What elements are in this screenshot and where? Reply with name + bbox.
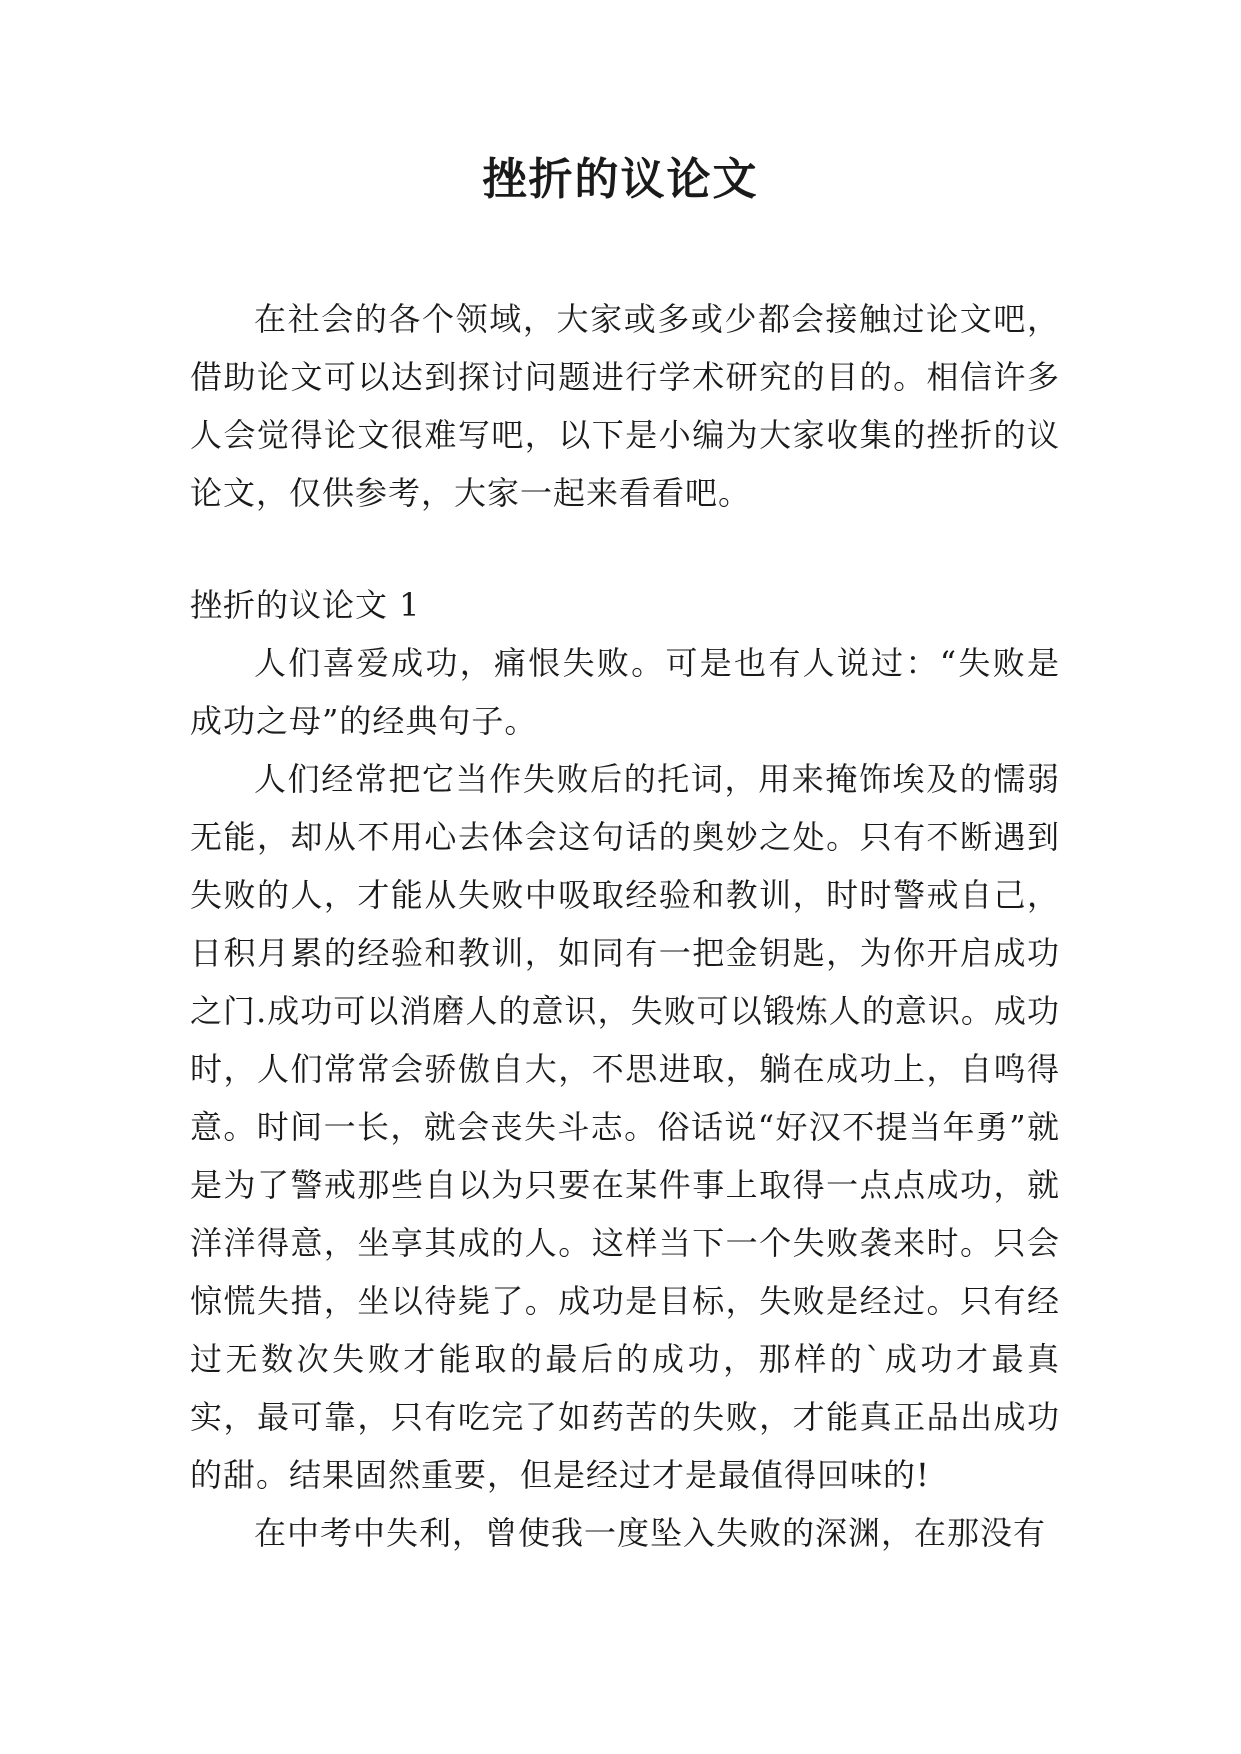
essay-paragraph: 人们经常把它当作失败后的托词，用来掩饰埃及的懦弱无能，却从不用心去体会这句话的奥妙之处。只有不断遇到失败的人，才能从失败中吸取经验和教训，时时警戒自己，日积月累的经验和教训，如同有一把金钥匙，为你开启成功之门.成功可以消磨人的意识，失败可以锻炼人的意识。成功时，人们常常会骄傲自大，不思进取，躺在成功上，自鸣得意。时间一长，就会丧失斗志。俗话说“好汉不提当年勇”就是为了警戒那些自以为只要在某件事上取得一点点成功，就洋洋得意，坐享其成的人。这样当下一个失败袭来时。只会惊慌失措，坐以待毙了。成功是目标，失败是经过。只有经过无数次失败才能取的最后的成功，那样的`成功才最真实，最可靠，只有吃完了如药苦的失败，才能真正品出成功的甜。结果固然重要，但是经过才是最值得回味的! — [190, 760, 1060, 1494]
section-heading: 挫折的议论文 1 — [190, 586, 421, 624]
essay-paragraph: 人们喜爱成功，痛恨失败。可是也有人说过：“失败是成功之母”的经典句子。 — [190, 644, 1060, 740]
essay-body — [190, 634, 1060, 1562]
essay-paragraph: 在中考中失利，曾使我一度坠入失败的深渊，在那没有 — [254, 1514, 1047, 1552]
document-title: 挫折的议论文 — [482, 154, 759, 205]
intro-section — [190, 290, 1060, 522]
intro-paragraph: 在社会的各个领域，大家或多或少都会接触过论文吧，借助论文可以达到探讨问题进行学术研究的目的。相信许多人会觉得论文很难写吧，以下是小编为大家收集的挫折的议论文，仅供参考，大家一起来看看吧。 — [190, 300, 1060, 512]
